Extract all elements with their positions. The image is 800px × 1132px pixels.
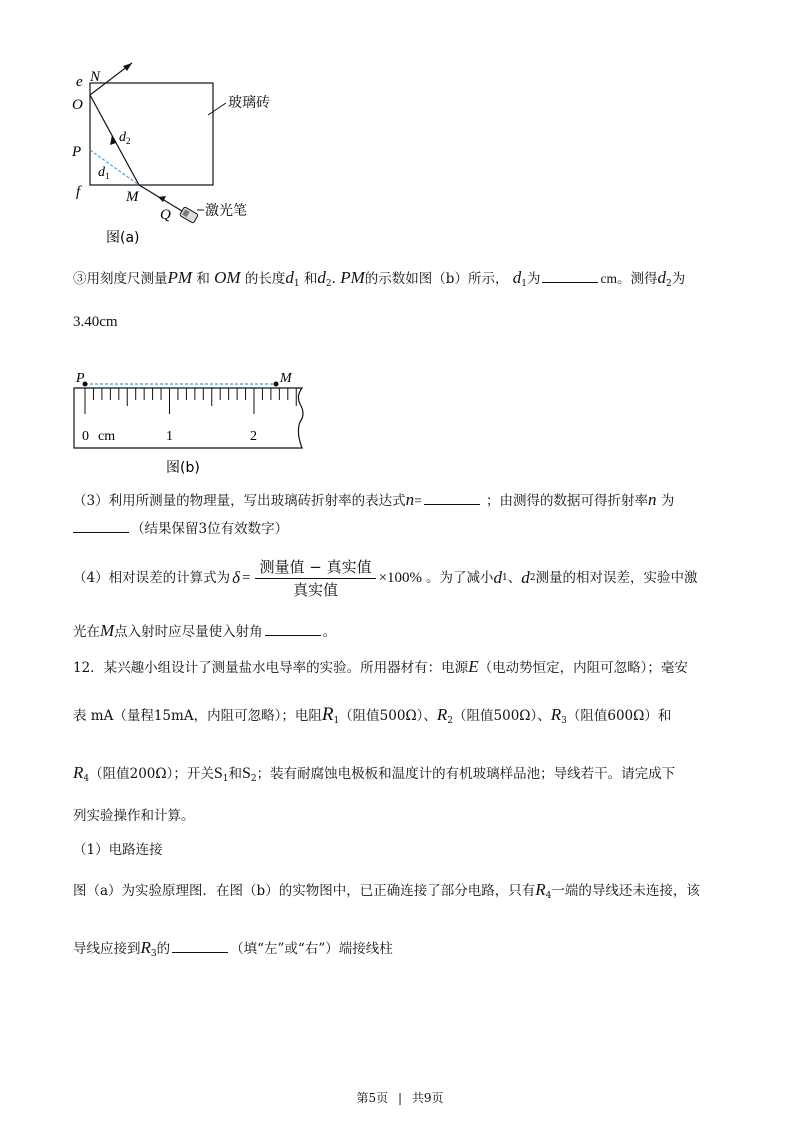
answer-blank-terminal[interactable]	[172, 938, 228, 953]
step3-line2: 3.40cm	[73, 314, 118, 330]
q12-line1: 12．某兴趣小组设计了测量盐水电导率的实验。所用器材有：电源E（电动势恒定，内阻可忽略）；毫安	[73, 657, 688, 676]
q12-line3: $R_4$（阻值200Ω）；开关$S_1$和$S_2$；装有耐腐蚀电极板和温度计的有机玻璃样品池；导线若干。请完成下	[73, 763, 676, 784]
q12-line5: （1）电路连接	[73, 842, 163, 858]
label-d1: d	[98, 165, 105, 180]
q3-line2: （结果保留3位有效数字）	[73, 518, 288, 539]
label-d2-sub: 2	[126, 136, 131, 146]
point-m	[274, 382, 279, 387]
ruler-label-0: 0	[82, 429, 89, 444]
label-e: e	[76, 74, 83, 90]
label-m-b: M	[280, 371, 292, 386]
label-p-b: P	[76, 371, 85, 386]
label-m: M	[126, 189, 139, 205]
figure-a-caption: 图(a)	[106, 230, 140, 246]
answer-blank-n-expression[interactable]	[424, 490, 480, 505]
label-laser: 激光笔	[205, 203, 247, 219]
figure-b-ruler	[70, 370, 330, 478]
q12-line4: 列实验操作和计算。	[73, 808, 195, 824]
label-n: N	[90, 69, 101, 85]
label-o: O	[72, 97, 83, 113]
arrow-head-exit	[123, 63, 132, 71]
label-glass: 玻璃砖	[228, 95, 270, 111]
q12-line6: 图（a）为实验原理图．在图（b）的实物图中，已正确连接了部分电路，只有$R_4$一端的导线还未连接，该	[73, 880, 700, 901]
label-d2: d	[119, 130, 126, 145]
q3-line1: （3）利用所测量的物理量，写出玻璃砖折射率的表达式n= ；由测得的数据可得折射率n 为	[73, 490, 675, 509]
glass-leader-line	[208, 103, 226, 115]
laser-pen-icon	[180, 207, 199, 224]
figure-a	[60, 55, 310, 250]
label-f: f	[76, 184, 81, 200]
footer-separator: |	[397, 1091, 403, 1105]
step3-line1: ③用刻度尺测量PM 和 OM 的长度$d_1$ 和$d_2$. PM的示数如图（b）所示， $d_1$为 cm。测得$d_2$为	[73, 268, 686, 289]
label-d1-sub: 1	[105, 171, 110, 181]
q4-line1: （4）相对误差的计算式为 δ = $\frac{\text{测量值 − 真实值}}{\text{真实值}}$ ×100% 。为了减小 d 1 、 d 2 测量的相对误差，实验中激	[73, 557, 698, 599]
glass-brick-outline	[90, 83, 213, 185]
q12-line7: 导线应接到$R_3$的 （填“左”或“右”）端接线柱	[73, 938, 393, 959]
answer-blank-angle[interactable]	[265, 621, 321, 636]
q12-line2: 表 mA（量程15mA，内阻可忽略）；电阻$R_1$（阻值500Ω）、$R_2$（阻值500Ω）、$R_3$（阻值600Ω）和	[73, 704, 672, 726]
label-p: P	[72, 144, 82, 160]
ruler-label-1: 1	[166, 429, 173, 444]
answer-blank-d1[interactable]	[542, 268, 598, 283]
figure-b-caption: 图(b)	[166, 460, 200, 476]
page-total: 共9页	[411, 1091, 444, 1105]
q4-line2: 光在M点入射时应尽量使入射角 。	[73, 621, 337, 640]
page-number: 第5页	[356, 1091, 389, 1105]
answer-blank-n-value[interactable]	[73, 518, 129, 533]
ruler-label-2: 2	[250, 429, 257, 444]
ruler-unit-cm: cm	[98, 429, 116, 444]
page-footer	[0, 1089, 800, 1106]
relative-error-fraction: $\frac{\text{测量值 − 真实值}}{\text{真实值}}$	[255, 557, 375, 600]
label-q: Q	[160, 207, 171, 223]
